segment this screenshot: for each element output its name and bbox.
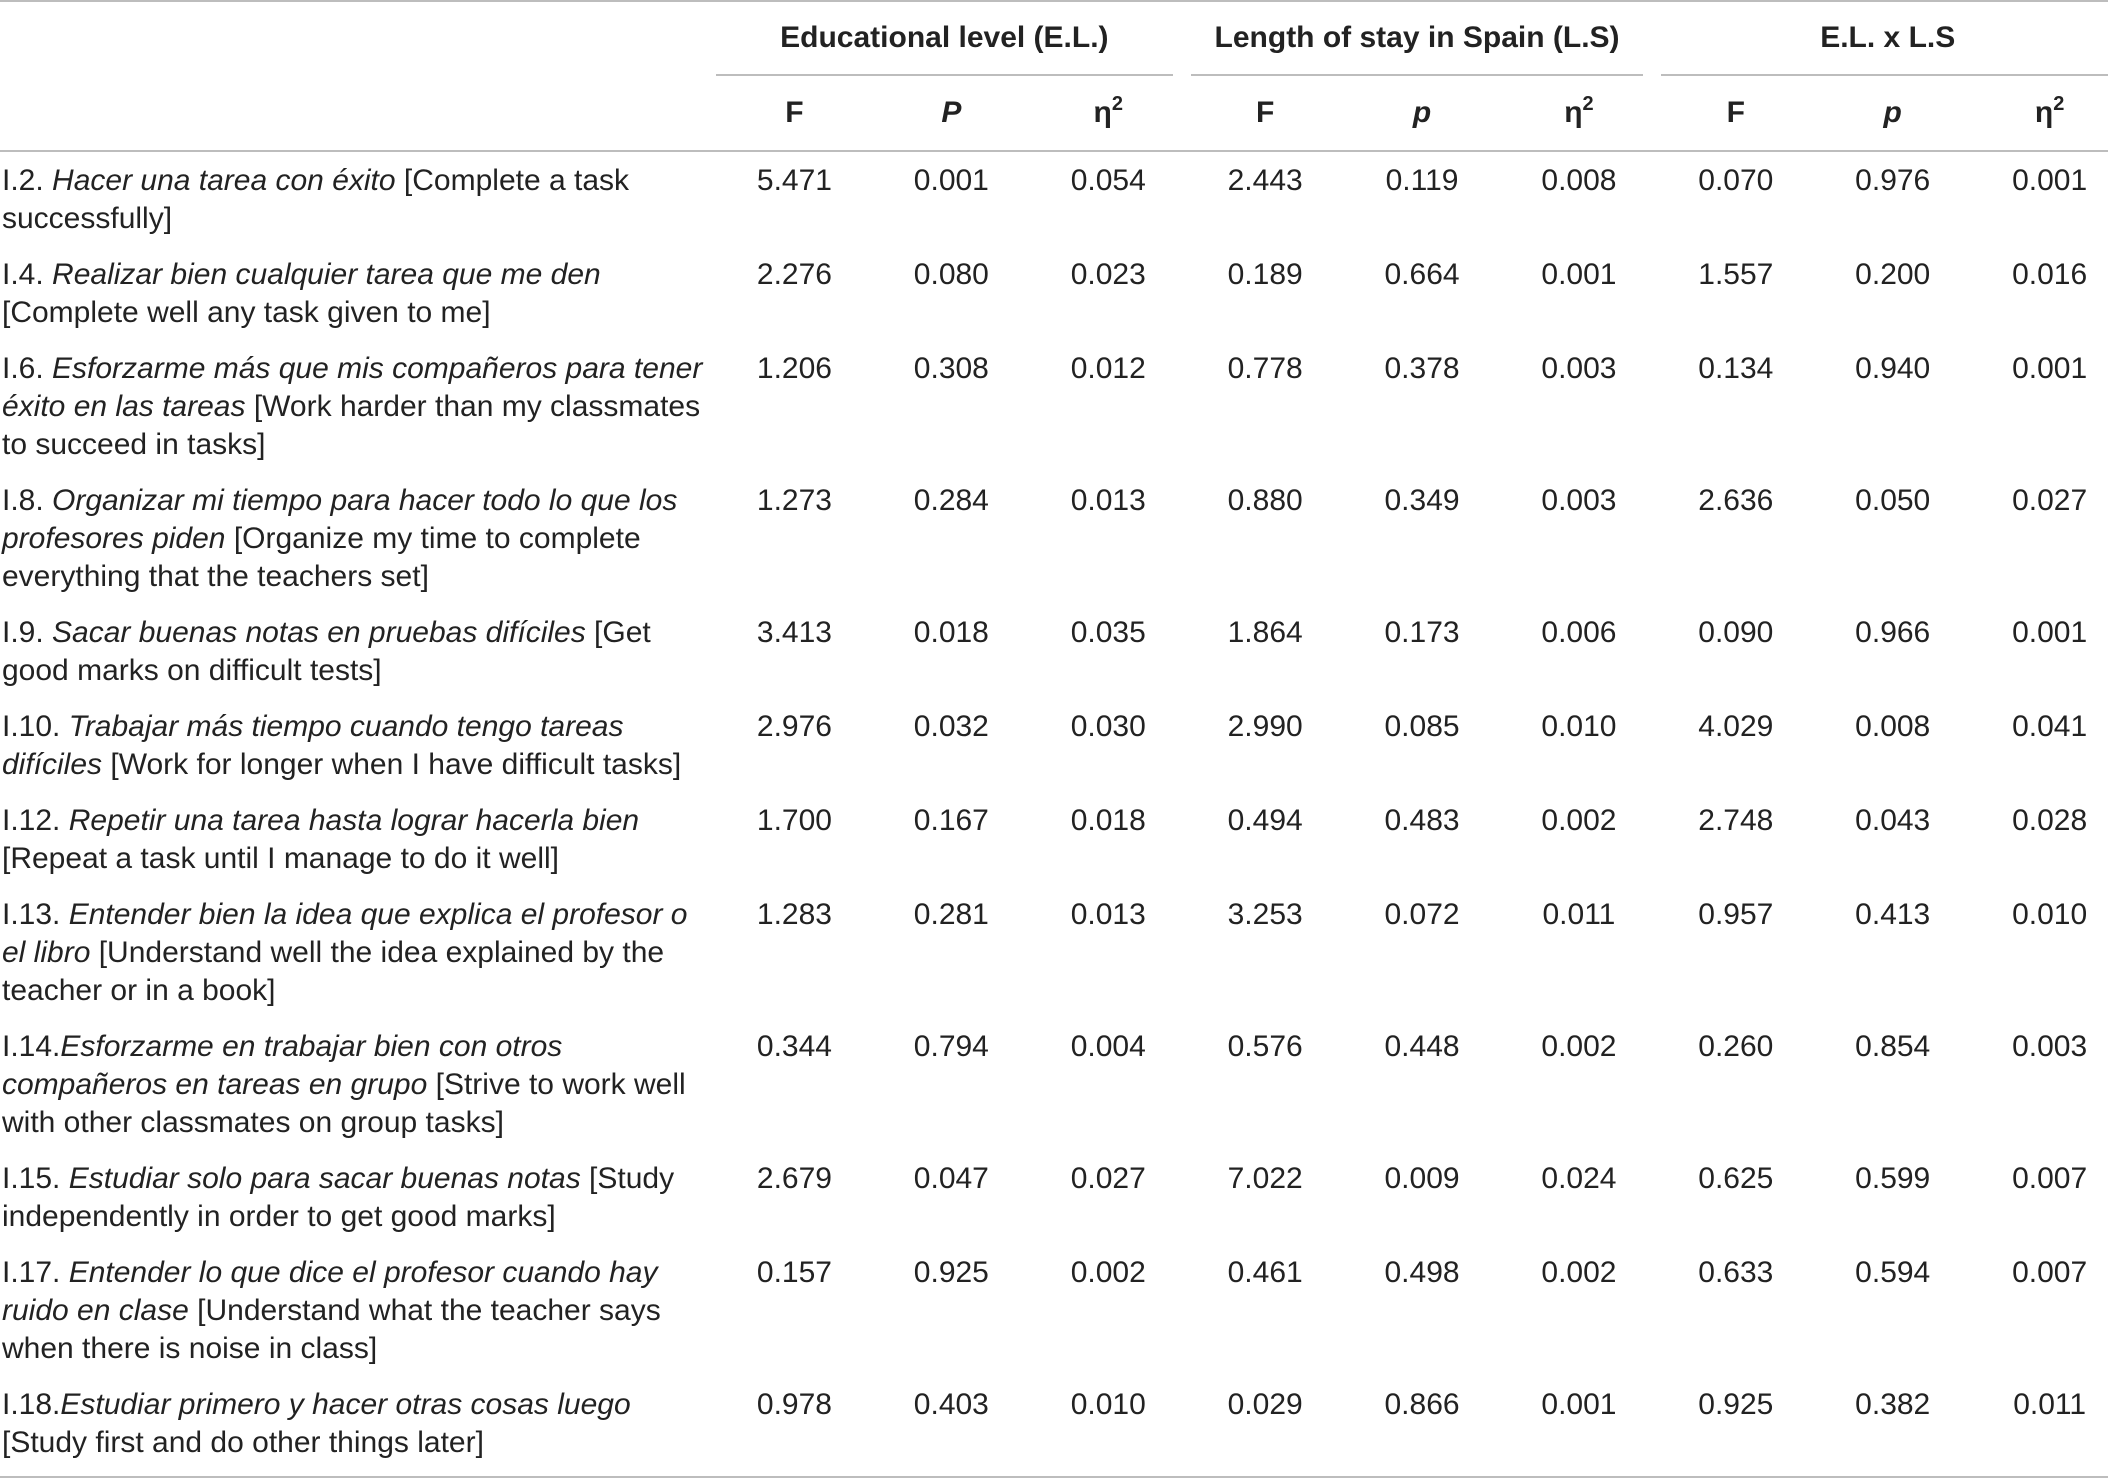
value-cell: 0.260 <box>1698 1030 1774 1063</box>
table-row <box>0 886 2108 1018</box>
table-body <box>0 151 2108 1477</box>
group-header-length-of-stay <box>1187 1 1658 76</box>
value-cell: 0.016 <box>2012 258 2088 291</box>
value-cell: 0.794 <box>913 1030 989 1063</box>
item-cell <box>0 1150 716 1244</box>
col-header-el-eta <box>1030 76 1187 151</box>
value-cell: 0.070 <box>1698 164 1774 197</box>
value-cell: 0.041 <box>2012 710 2088 743</box>
item-spanish-text: Estudiar solo para sacar buenas notas <box>68 1162 581 1195</box>
item-cell <box>0 698 716 792</box>
value-cell: 0.003 <box>2012 1030 2088 1063</box>
item-spanish-text: Organizar mi tiempo para hacer todo lo que los profesores piden <box>2 484 678 555</box>
value-cell: 1.864 <box>1227 616 1303 649</box>
value-cell: 0.576 <box>1227 1030 1303 1063</box>
value-cell: 2.443 <box>1227 164 1303 197</box>
group-header-label: Length of stay in Spain (L.S) <box>1191 2 1644 76</box>
value-cell: 0.483 <box>1384 804 1460 837</box>
item-english-text: [Understand well the idea explained by the teacher or in a book] <box>2 936 665 1007</box>
value-cell: 0.002 <box>1541 1030 1617 1063</box>
item-english-text: [Complete a task successfully] <box>2 164 630 235</box>
value-cell: 0.029 <box>1187 1376 1344 1477</box>
item-code: I.10. <box>2 710 69 743</box>
item-english-text: [Strive to work well with other classmates on group tasks] <box>2 1068 686 1139</box>
value-cell: 1.700 <box>756 804 832 837</box>
value-cell: 2.748 <box>1698 804 1774 837</box>
item-english-text: [Complete well any task given to me] <box>2 296 491 329</box>
value-cell: 2.636 <box>1698 484 1774 517</box>
p-label: P <box>941 96 962 129</box>
value-cell: 2.990 <box>1227 710 1303 743</box>
value-cell: 0.007 <box>2012 1256 2088 1289</box>
value-cell: 2.276 <box>756 258 832 291</box>
item-english-text: [Understand what the teacher says when there is noise in class] <box>2 1294 661 1365</box>
table-row <box>0 151 2108 246</box>
item-cell <box>0 1244 716 1376</box>
value-cell: 0.043 <box>1855 804 1931 837</box>
value-cell: 0.027 <box>2012 484 2088 517</box>
value-cell: 0.284 <box>913 484 989 517</box>
value-cell: 0.344 <box>756 1030 832 1063</box>
eta-label: η <box>1093 96 1112 129</box>
item-english-text: [Work harder than my classmates to succeed in tasks] <box>2 390 701 461</box>
item-spanish-text: Esforzarme más que mis compañeros para tener éxito en las tareas <box>2 352 703 423</box>
value-cell: 0.498 <box>1384 1256 1460 1289</box>
value-cell: 0.072 <box>1384 898 1460 931</box>
eta-superscript: 2 <box>2053 93 2065 115</box>
value-cell: 2.679 <box>756 1162 832 1195</box>
item-code: I.13. <box>2 898 69 931</box>
value-cell: 3.253 <box>1227 898 1303 931</box>
value-cell: 0.007 <box>2012 1162 2088 1195</box>
item-cell <box>0 604 716 698</box>
value-cell: 0.023 <box>1070 258 1146 291</box>
item-code: I.6. <box>2 352 53 385</box>
value-cell: 0.157 <box>756 1256 832 1289</box>
value-cell: 5.471 <box>756 164 832 197</box>
value-cell: 0.018 <box>913 616 989 649</box>
table-row <box>0 472 2108 604</box>
value-cell: 0.001 <box>1500 1376 1657 1477</box>
col-header-ls-p <box>1344 76 1501 151</box>
value-cell: 0.001 <box>2012 616 2088 649</box>
item-code: I.18. <box>2 1388 61 1421</box>
item-english-text: [Repeat a task until I manage to do it well] <box>2 842 559 875</box>
value-cell: 0.013 <box>1070 484 1146 517</box>
item-spanish-text: Trabajar más tiempo cuando tengo tareas difíciles <box>2 710 624 781</box>
value-cell: 0.134 <box>1698 352 1774 385</box>
value-cell: 0.349 <box>1384 484 1460 517</box>
value-cell: 0.625 <box>1698 1162 1774 1195</box>
eta-superscript: 2 <box>1582 93 1594 115</box>
eta-label: η <box>1564 96 1583 129</box>
value-cell: 0.413 <box>1855 898 1931 931</box>
value-cell: 0.925 <box>1657 1376 1814 1477</box>
value-cell: 0.080 <box>913 258 989 291</box>
value-cell: 0.494 <box>1227 804 1303 837</box>
col-header-el-p <box>873 76 1030 151</box>
item-spanish-text: Entender lo que dice el profesor cuando hay ruido en clase <box>2 1256 658 1327</box>
value-cell: 0.403 <box>873 1376 1030 1477</box>
value-cell: 0.011 <box>1542 898 1616 931</box>
item-english-text: [Study independently in order to get good marks] <box>2 1162 675 1233</box>
value-cell: 0.200 <box>1855 258 1931 291</box>
item-code: I.2. <box>2 164 53 197</box>
eta-label: η <box>2034 96 2054 129</box>
value-cell: 0.167 <box>913 804 989 837</box>
item-cell <box>0 792 716 886</box>
value-cell: 0.957 <box>1698 898 1774 931</box>
value-cell: 0.002 <box>1070 1256 1146 1289</box>
value-cell: 0.664 <box>1384 258 1460 291</box>
value-cell: 0.054 <box>1070 164 1146 197</box>
item-cell <box>0 472 716 604</box>
item-spanish-text: Repetir una tarea hasta lograr hacerla bien <box>68 804 640 837</box>
value-cell: 0.012 <box>1070 352 1146 385</box>
value-cell: 0.173 <box>1384 616 1460 649</box>
item-english-text: [Work for longer when I have difficult tasks] <box>102 748 682 781</box>
table-row <box>0 246 2108 340</box>
value-cell: 0.978 <box>716 1376 873 1477</box>
value-cell: 0.382 <box>1814 1376 1971 1477</box>
item-cell <box>0 246 716 340</box>
value-cell: 0.010 <box>2012 898 2088 931</box>
table-row <box>0 340 2108 472</box>
value-cell: 0.599 <box>1855 1162 1931 1195</box>
value-cell: 0.018 <box>1070 804 1146 837</box>
value-cell: 0.308 <box>913 352 989 385</box>
value-cell: 0.448 <box>1384 1030 1460 1063</box>
value-cell: 0.002 <box>1541 804 1617 837</box>
value-cell: 0.090 <box>1698 616 1774 649</box>
item-code: I.8. <box>2 484 53 517</box>
item-code: I.15. <box>2 1162 69 1195</box>
table-row <box>0 792 2108 886</box>
item-english-text: [Organize my time to complete everything that the teachers set] <box>2 522 641 593</box>
value-cell: 0.854 <box>1855 1030 1931 1063</box>
value-cell: 0.010 <box>1541 710 1617 743</box>
item-spanish-text: Realizar bien cualquier tarea que me den <box>52 258 601 291</box>
table-row <box>0 604 2108 698</box>
value-cell: 0.281 <box>913 898 989 931</box>
item-english-text: [Get good marks on difficult tests] <box>2 616 651 687</box>
item-english-text: [Study first and do other things later] <box>2 1426 484 1459</box>
item-cell <box>0 1376 716 1477</box>
value-cell: 0.011 <box>1971 1376 2108 1477</box>
value-cell: 0.010 <box>1030 1376 1187 1477</box>
value-cell: 0.966 <box>1855 616 1931 649</box>
table-row <box>0 1018 2108 1150</box>
value-cell: 0.027 <box>1070 1162 1146 1195</box>
group-header-row <box>0 1 2108 76</box>
group-header-label: E.L. x L.S <box>1661 2 2108 76</box>
value-cell: 0.940 <box>1855 352 1931 385</box>
table-row <box>0 1244 2108 1376</box>
item-cell <box>0 151 716 246</box>
value-cell: 0.119 <box>1385 164 1459 197</box>
value-cell: 1.283 <box>756 898 832 931</box>
value-cell: 0.880 <box>1227 484 1303 517</box>
value-cell: 0.633 <box>1698 1256 1774 1289</box>
col-header-int-eta <box>1971 76 2108 151</box>
corner-cell-lower <box>0 76 716 151</box>
eta-superscript: 2 <box>1111 93 1123 115</box>
item-code: I.4. <box>2 258 53 291</box>
value-cell: 0.866 <box>1344 1376 1501 1477</box>
item-cell <box>0 886 716 1018</box>
value-cell: 0.009 <box>1384 1162 1460 1195</box>
item-code: I.17. <box>2 1256 69 1289</box>
item-spanish-text: Sacar buenas notas en pruebas difíciles <box>52 616 586 649</box>
value-cell: 0.001 <box>2012 164 2088 197</box>
item-spanish-text: Esforzarme en trabajar bien con otros compañeros en tareas en grupo <box>2 1030 563 1101</box>
value-cell: 0.925 <box>913 1256 989 1289</box>
item-spanish-text: Estudiar primero y hacer otras cosas luego <box>60 1388 631 1421</box>
item-code: I.14. <box>2 1030 61 1063</box>
group-header-educational-level <box>716 1 1187 76</box>
value-cell: 0.030 <box>1070 710 1146 743</box>
value-cell: 0.001 <box>913 164 989 197</box>
value-cell: 0.003 <box>1541 484 1617 517</box>
group-header-label: Educational level (E.L.) <box>716 2 1173 76</box>
col-header-ls-eta <box>1500 76 1657 151</box>
item-cell <box>0 1018 716 1150</box>
group-header-interaction <box>1657 1 2108 76</box>
item-spanish-text: Entender bien la idea que explica el profesor o el libro <box>2 898 688 969</box>
table-row <box>0 1150 2108 1244</box>
p-label: p <box>1883 96 1902 129</box>
value-cell: 0.085 <box>1384 710 1460 743</box>
table-row <box>0 698 2108 792</box>
value-cell: 0.035 <box>1070 616 1146 649</box>
item-code: I.9. <box>2 616 53 649</box>
value-cell: 0.778 <box>1227 352 1303 385</box>
p-label: p <box>1412 96 1432 129</box>
value-cell: 0.002 <box>1541 1256 1617 1289</box>
sub-header-row <box>0 76 2108 151</box>
value-cell: 0.050 <box>1855 484 1931 517</box>
value-cell: 1.273 <box>756 484 832 517</box>
value-cell: 0.001 <box>1541 258 1617 291</box>
value-cell: 4.029 <box>1698 710 1774 743</box>
value-cell: 0.013 <box>1070 898 1146 931</box>
table-row <box>0 1376 2108 1477</box>
col-header-el-f: F <box>716 76 873 151</box>
value-cell: 0.594 <box>1855 1256 1931 1289</box>
value-cell: 0.004 <box>1070 1030 1146 1063</box>
value-cell: 0.461 <box>1227 1256 1303 1289</box>
col-header-int-p <box>1814 76 1971 151</box>
value-cell: 7.022 <box>1227 1162 1303 1195</box>
value-cell: 0.008 <box>1541 164 1617 197</box>
value-cell: 0.378 <box>1384 352 1460 385</box>
value-cell: 0.006 <box>1541 616 1617 649</box>
value-cell: 2.976 <box>756 710 832 743</box>
col-header-ls-f: F <box>1187 76 1344 151</box>
value-cell: 0.024 <box>1541 1162 1617 1195</box>
corner-cell <box>0 1 716 76</box>
item-spanish-text: Hacer una tarea con éxito <box>52 164 396 197</box>
value-cell: 0.008 <box>1855 710 1931 743</box>
value-cell: 3.413 <box>756 616 832 649</box>
value-cell: 0.976 <box>1855 164 1931 197</box>
value-cell: 1.206 <box>756 352 832 385</box>
col-header-int-f: F <box>1657 76 1814 151</box>
value-cell: 0.047 <box>913 1162 989 1195</box>
value-cell: 0.028 <box>2012 804 2088 837</box>
value-cell: 1.557 <box>1698 258 1774 291</box>
value-cell: 0.189 <box>1227 258 1303 291</box>
item-cell <box>0 340 716 472</box>
value-cell: 0.003 <box>1541 352 1617 385</box>
value-cell: 0.001 <box>2012 352 2088 385</box>
item-code: I.12. <box>2 804 69 837</box>
value-cell: 0.032 <box>913 710 989 743</box>
